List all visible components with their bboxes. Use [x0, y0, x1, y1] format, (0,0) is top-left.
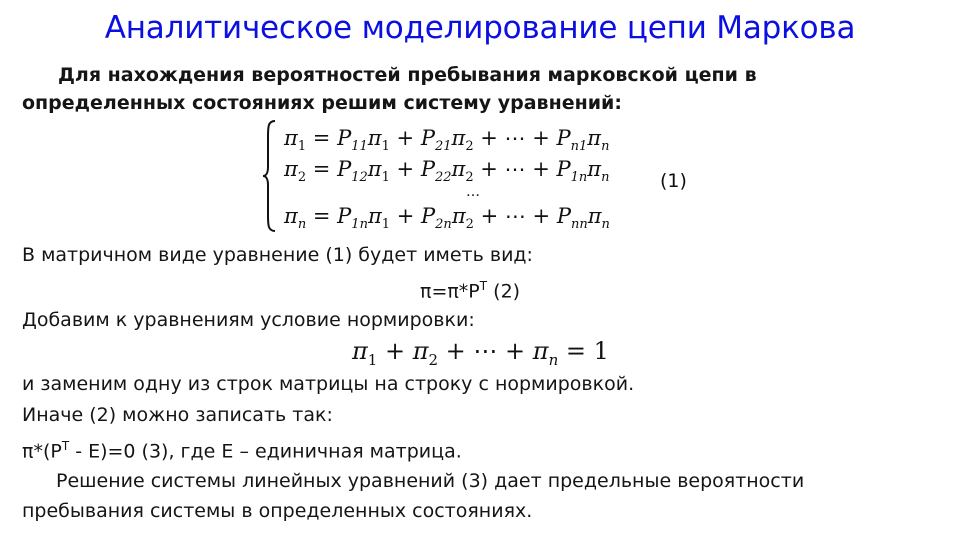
- otherwise-text: Иначе (2) можно записать так:: [22, 404, 333, 426]
- slide-title: Аналитическое моделирование цепи Маркова: [104, 10, 856, 46]
- conclusion-line-2: пребывания системы в определенных состояниях.: [22, 500, 533, 522]
- equation-label-1: (1): [660, 170, 687, 192]
- matrix-form-text: В матричном виде уравнение (1) будет иметь вид:: [22, 244, 533, 266]
- system-equation-n: $\pi_n = P_{1n}\pi_1 + P_{2n}\pi_2$ + ⋯ + $P_{nn}\pi_n$: [284, 204, 610, 233]
- matrix-equation: $\pi=\pi*P^T$ (2): [420, 279, 521, 303]
- replace-row-text: и заменим одну из строк матрицы на строку с нормировкой.: [22, 373, 635, 395]
- conclusion-line-1: Решение системы линейных уравнений (3) дает предельные вероятности: [56, 470, 805, 492]
- intro-line-2: определенных состояниях решим систему уравнений:: [22, 92, 622, 114]
- normalization-equation: $\pi_1 + \pi_2$ + ⋯ + $\pi_n = 1$: [352, 337, 609, 369]
- system-equation-1: $\pi_1 = P_{11}\pi_1 + P_{21}\pi_2$ + ⋯ + $P_{n1}\pi_n$: [284, 126, 610, 155]
- intro-line-1: Для нахождения вероятностей пребывания марковской цепи в: [58, 64, 757, 86]
- system-dots: …: [466, 184, 480, 200]
- system-equation-2: $\pi_2 = P_{12}\pi_1 + P_{22}\pi_2$ + ⋯ + $P_{1n}\pi_n$: [284, 157, 610, 186]
- normalization-text: Добавим к уравнениям условие нормировки:: [22, 309, 475, 331]
- left-brace: [262, 119, 276, 233]
- equation-3-text: $\pi*(P^T - E)=0$ (3), где E – единичная матрица.: [22, 439, 462, 463]
